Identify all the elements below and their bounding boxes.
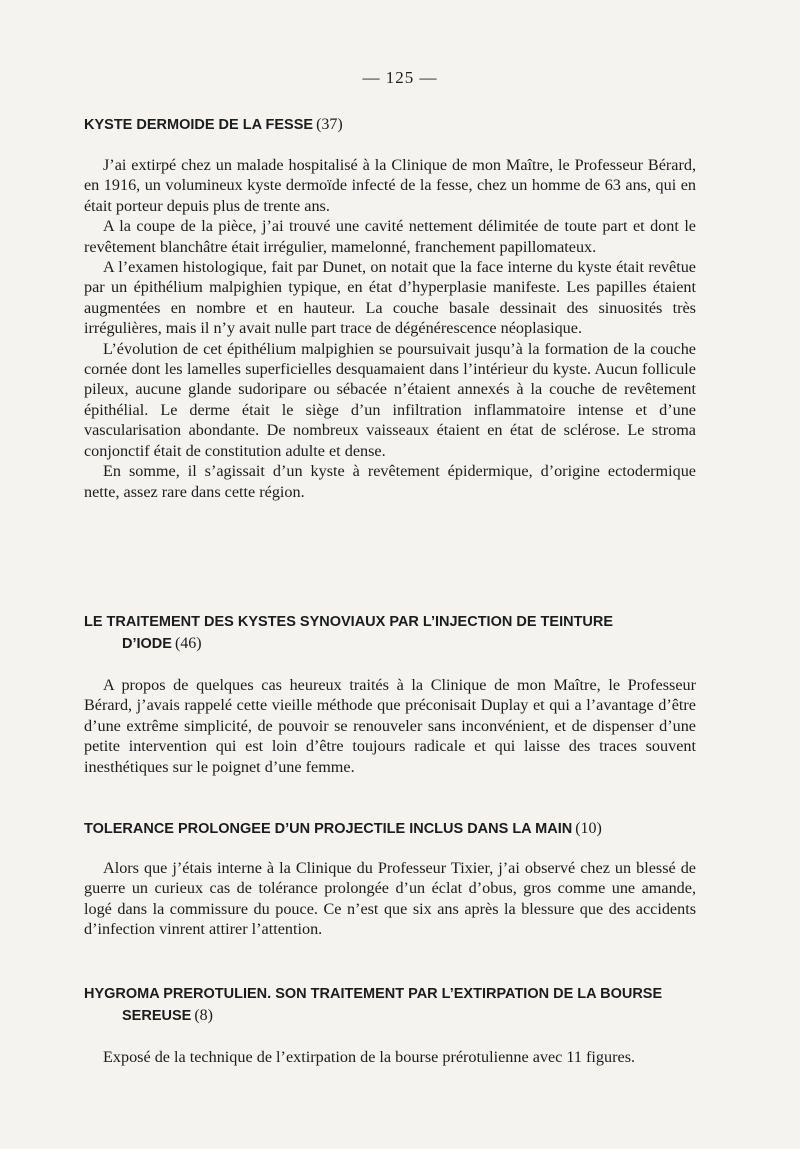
paragraph: Alors que j’étais interne à la Clinique du Professeur Tixier, j’ai observé chez un blessé de guerre un curieux cas de tolérance prolongée d’un éclat d’obus, gros comme une amande, logé dans la commissure du pouce. Ce n’est que six ans après la blessure que des accidents d’infection vinrent attirer l’attention. [84, 859, 696, 939]
heading-title: LE TRAITEMENT DES KYSTES SYNOVIAUX PAR L’INJECTION DE TEINTURE D’IODE [84, 614, 614, 652]
heading-title: TOLERANCE PROLONGEE D’UN PROJECTILE INCLUS DANS LA MAIN [84, 821, 573, 837]
paragraph: A la coupe de la pièce, j’ai trouvé une cavité nettement délimitée de toute part et dont le revêtement blanchâtre était irrégulier, mamelonné, franchement papillomateux. [84, 217, 696, 256]
paragraph: J’ai extirpé chez un malade hospitalisé à la Clinique de mon Maître, le Professeur Bérard, en 1916, un volumineux kyste dermoïde infecté de la fesse, chez un homme de 63 ans, qui en était porteur depuis plus de trente ans. [84, 156, 696, 215]
paragraph: A propos de quelques cas heureux traités à la Clinique de mon Maître, le Professeur Bérard, j’avais rappelé cette vieille méthode que préconisait Duplay et qui a l’avantage d’être d’une extrême simplicité, de pouvoir se renouveler sans inconvénient, et de dispenser d’une petite intervention qui est loin d’être toujours radicale et qui laisse des traces souvent inesthétiques sur le poignet d’une femme. [84, 676, 696, 776]
section-heading [84, 612, 696, 655]
paragraph: A l’examen histologique, fait par Dunet, on notait que la face interne du kyste était revêtue par un épithélium malpighien typique, en état d’hyperplasie manifeste. Les papilles étaient augmentées en nombre et en hauteur. La couche basale dessinait des sinuosités très irrégulières, mais il n’y avait nulle part trace de dégénérescence néoplasique. [84, 258, 696, 338]
section-kyste-dermoide [84, 114, 696, 502]
paragraph: En somme, il s’agissait d’un kyste à revêtement épidermique, d’origine ectodermique nette, assez rare dans cette région. [84, 462, 696, 501]
paragraph: Exposé de la technique de l’extirpation de la bourse prérotulienne avec 11 figures. [103, 1048, 636, 1066]
heading-reference: (8) [194, 1007, 213, 1024]
section-heading [84, 984, 696, 1027]
heading-title: HYGROMA PREROTULIEN. SON TRAITEMENT PAR L’EXTIRPATION DE LA BOURSE SEREUSE [84, 986, 663, 1024]
section-kystes-synoviaux [84, 612, 696, 777]
section-heading [84, 818, 696, 840]
section-hygroma-prerotulien [84, 984, 696, 1067]
section-tolerance-projectile [84, 818, 696, 940]
heading-title: KYSTE DERMOIDE DE LA FESSE [84, 117, 314, 133]
page-number: — 125 — [362, 68, 438, 87]
heading-reference: (37) [316, 116, 343, 133]
heading-reference: (46) [174, 635, 202, 652]
paragraph: L’évolution de cet épithélium malpighien se poursuivait jusqu’à la formation de la couche cornée dont les lamelles superficielles desquamaient dans l’intérieur du kyste. Aucun follicule pileux, aucune glande sudoripare ou sébacée n’étaient annexés à la couche de revêtement épithélial. Le derme était le siège d’un infiltration inflammatoire intense et d’une vascularisation abondante. De nombreux vaisseaux étaient en état de sclérose. Le stroma conjonctif était de constitution adulte et dense. [84, 339, 696, 460]
section-heading [84, 114, 696, 136]
heading-reference: (10) [575, 820, 602, 837]
